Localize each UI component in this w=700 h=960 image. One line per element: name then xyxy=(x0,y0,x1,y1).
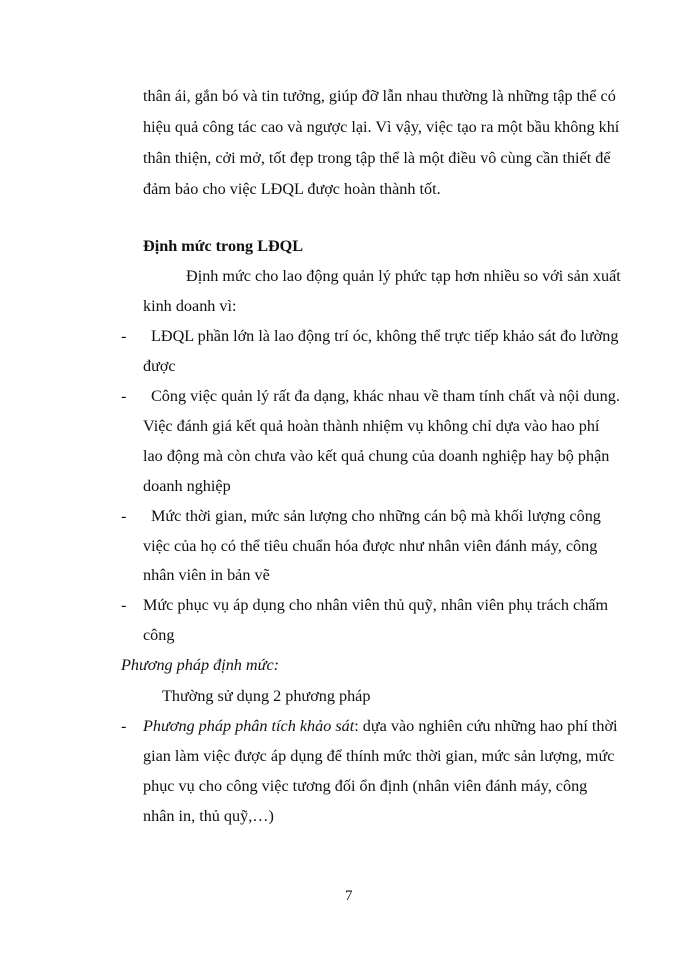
intro-line: kinh doanh vì: xyxy=(143,297,237,315)
bullet-line: LĐQL phần lớn là lao động trí óc, không thể trực tiếp khảo sát đo lường xyxy=(151,327,619,345)
bullet-dash: - xyxy=(121,507,127,525)
bullet-line: Công việc quản lý rất đa dạng, khác nhau về tham tính chất và nội dung. xyxy=(151,387,620,405)
bullet-dash: - xyxy=(121,717,127,735)
bullet-dash: - xyxy=(121,596,127,614)
paragraph-line: đảm bảo cho việc LĐQL được hoàn thành tốt. xyxy=(143,180,441,198)
bullet-line xyxy=(143,716,618,736)
section-heading: Định mức trong LĐQL xyxy=(143,237,304,255)
page-number: 7 xyxy=(345,888,353,904)
bullet-line: phục vụ cho công việc tương đối ổn định (nhân viên đánh máy, công xyxy=(143,777,588,795)
bullet-line: công xyxy=(143,626,175,644)
bullet-line: Mức phục vụ áp dụng cho nhân viên thủ quỹ, nhân viên phụ trách chấm xyxy=(143,596,609,614)
bullet-line: nhân in, thủ quỹ,…) xyxy=(143,807,274,825)
bullet-dash: - xyxy=(121,327,127,345)
intro-line: Định mức cho lao động quản lý phức tạp hơn nhiều so với sản xuất xyxy=(186,267,621,285)
bullet-line: lao động mà còn chưa vào kết quả chung của doanh nghiệp hay bộ phận xyxy=(143,447,610,465)
paragraph-line: thân thiện, cởi mở, tốt đẹp trong tập thể là một điều vô cùng cần thiết để xyxy=(143,149,611,167)
bullet-line: được xyxy=(143,357,176,375)
paragraph-line: hiệu quả công tác cao và ngược lại. Vì vậy, việc tạo ra một bầu không khí xyxy=(143,118,620,136)
bullet-line: Việc đánh giá kết quả hoàn thành nhiệm vụ không chỉ dựa vào hao phí xyxy=(143,417,600,435)
method-name: Phương pháp phân tích khảo sát xyxy=(143,717,355,735)
methods-intro: Thường sử dụng 2 phương pháp xyxy=(162,687,371,705)
bullet-line: Mức thời gian, mức sản lượng cho những cán bộ mà khối lượng công xyxy=(151,507,601,525)
bullet-line: nhân viên in bản vẽ xyxy=(143,566,270,584)
bullet-dash: - xyxy=(121,387,127,405)
bullet-line: việc của họ có thể tiêu chuẩn hóa được như nhân viên đánh máy, công xyxy=(143,537,598,555)
methods-heading: Phương pháp định mức: xyxy=(121,656,280,674)
bullet-line: doanh nghiệp xyxy=(143,477,231,495)
bullet-line: gian làm việc được áp dụng để thính mức thời gian, mức sản lượng, mức xyxy=(143,747,615,765)
paragraph-line: thân ái, gắn bó và tin tưởng, giúp đỡ lẫn nhau thường là những tập thể có xyxy=(143,87,616,105)
method-description: : dựa vào nghiên cứu những hao phí thời xyxy=(354,717,618,735)
